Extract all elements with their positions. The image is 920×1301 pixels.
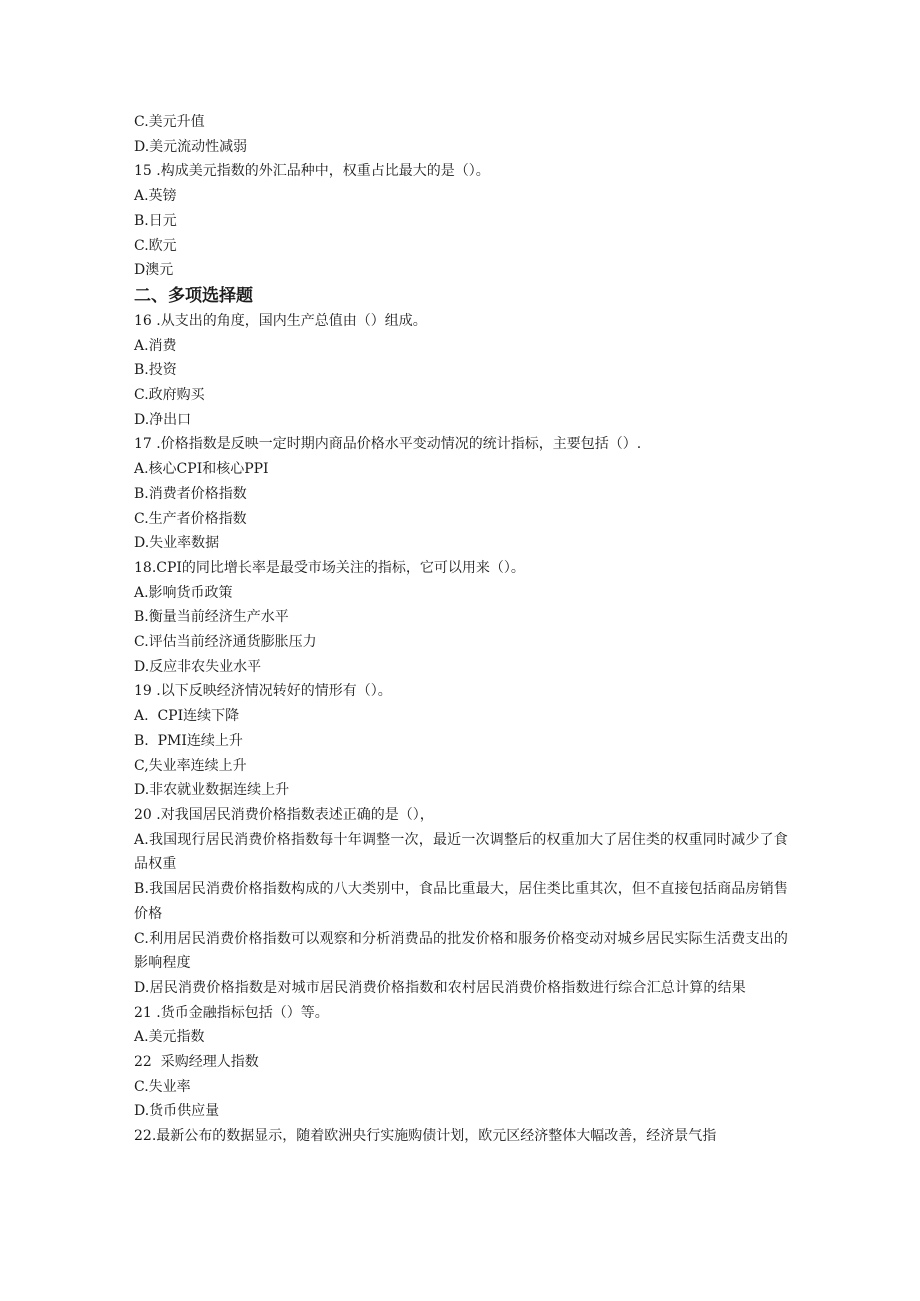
option-d: D.失业率数据 bbox=[134, 535, 220, 552]
option-c: C.政府购买 bbox=[134, 387, 205, 404]
option-d: D.货币供应量 bbox=[134, 1103, 220, 1120]
option-a: A.美元指数 bbox=[134, 1029, 205, 1046]
option-line: D.美元流动性减弱 bbox=[134, 138, 248, 155]
option-a: A. CPI连续下降 bbox=[134, 708, 240, 725]
option-line: A.英镑 bbox=[134, 188, 177, 205]
option-b: B. PMI连续上升 bbox=[134, 732, 243, 749]
question-stem: 20 .对我国居民消费价格指数表述正确的是（）， bbox=[134, 806, 434, 823]
option-b: B.消费者价格指数 bbox=[134, 485, 247, 502]
option-d: D.居民消费价格指数是对城市居民消费价格指数和农村居民消费价格指数进行综合汇总计算的结果 bbox=[134, 979, 746, 996]
option-d: D.净出口 bbox=[134, 411, 192, 428]
option-d: D.反应非农失业水平 bbox=[134, 658, 262, 675]
option-line: D澳元 bbox=[134, 262, 174, 279]
option-c: C,失业率连续上升 bbox=[134, 757, 247, 774]
option-c: C.评估当前经济通货膨胀压力 bbox=[134, 634, 317, 651]
document-page bbox=[134, 110, 794, 1149]
option-c: C.利用居民消费价格指数可以观察和分析消费品的批发价格和服务价格变动对城乡居民实际生活费支出的影响程度 bbox=[134, 930, 789, 972]
question-stem: 16 .从支出的角度，国内生产总值由（）组成。 bbox=[134, 312, 427, 329]
option-line: B.日元 bbox=[134, 212, 177, 229]
question-stem: 22.最新公布的数据显示，随着欧洲央行实施购债计划，欧元区经济整体大幅改善，经济景气指 bbox=[134, 1128, 717, 1145]
question-stem: 17 .价格指数是反映一定时期内商品价格水平变动情况的统计指标，主要包括（）. bbox=[134, 436, 642, 453]
option-c: C.失业率 bbox=[134, 1078, 191, 1095]
question-stem: 21 .货币金融指标包括（）等。 bbox=[134, 1004, 329, 1021]
option-a: A.核心CPI和核心PPI bbox=[134, 461, 269, 478]
option-d: D.非农就业数据连续上升 bbox=[134, 782, 290, 799]
option-line: C.美元升值 bbox=[134, 114, 205, 130]
option-b: 22 采购经理人指数 bbox=[134, 1054, 259, 1071]
section-heading: 二、多项选择题 bbox=[134, 285, 253, 306]
option-b: B.我国居民消费价格指数构成的八大类别中，食品比重最大，居住类比重其次，但不直接包括商品房销售价格 bbox=[134, 881, 789, 922]
option-a: A.影响货币政策 bbox=[134, 584, 233, 601]
option-b: B.投资 bbox=[134, 362, 177, 379]
option-c: C.生产者价格指数 bbox=[134, 510, 247, 527]
option-b: B.衡量当前经济生产水平 bbox=[134, 609, 289, 626]
option-a: A.消费 bbox=[134, 337, 177, 354]
option-line: C.欧元 bbox=[134, 237, 177, 254]
question-stem: 19 .以下反映经济情况转好的情形有（）。 bbox=[134, 683, 392, 700]
question-stem: 15 .构成美元指数的外汇品种中，权重占比最大的是（）。 bbox=[134, 163, 490, 180]
question-stem: 18.CPI的同比增长率是最受市场关注的指标，它可以用来（）。 bbox=[134, 559, 525, 576]
option-a: A.我国现行居民消费价格指数每十年调整一次，最近一次调整后的权重加大了居住类的权重同时减少了食品权重 bbox=[134, 831, 788, 873]
